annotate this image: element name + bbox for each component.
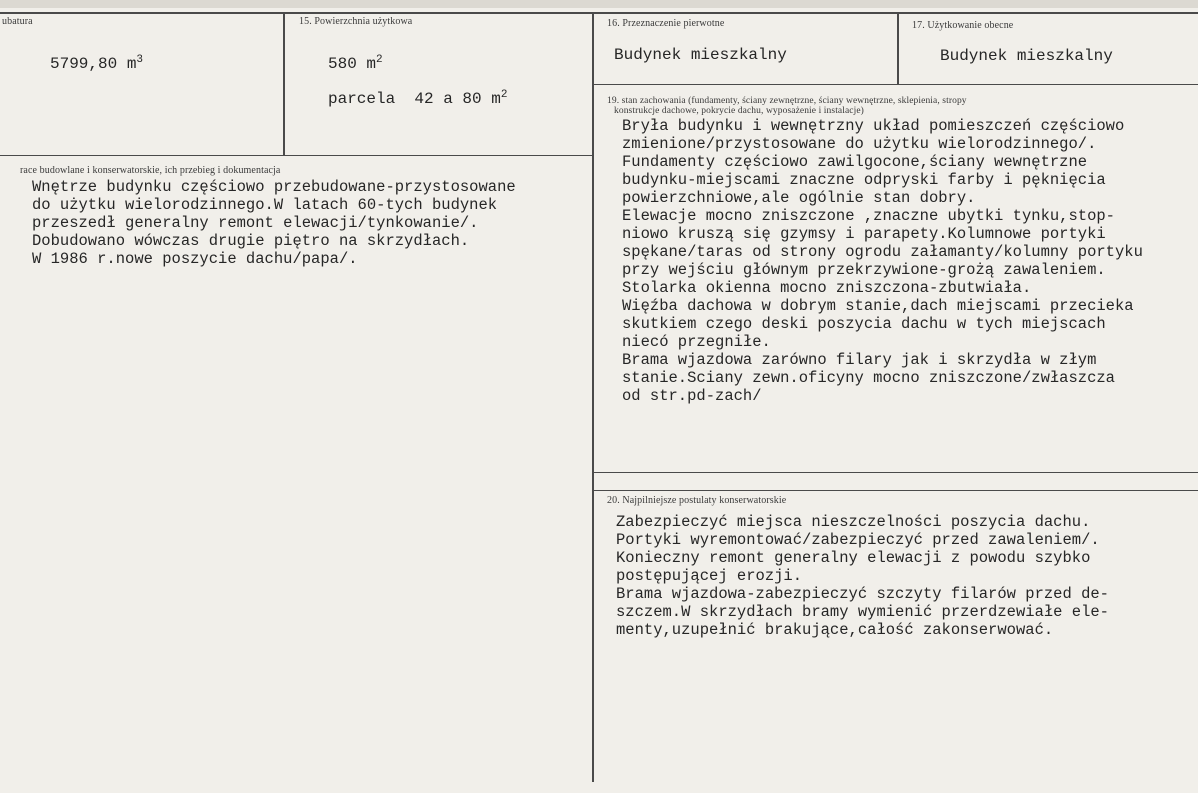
uzytkowanie-value: Budynek mieszkalny — [940, 47, 1113, 65]
top-edge — [0, 0, 1198, 8]
postulaty-line: Zabezpieczyć miejsca nieszczelności poszycia dachu. — [616, 513, 1091, 531]
stan-line: zmienione/przystosowane do użytku wielorodzinnego/. — [622, 135, 1097, 153]
postulaty-line: postępującej erozji. — [616, 567, 803, 585]
przeznaczenie-value: Budynek mieszkalny — [614, 46, 787, 64]
stan-text — [622, 117, 1143, 405]
stan-line: niecó przegniłe. — [622, 333, 771, 351]
prace-line: Wnętrze budynku częściowo przebudowane-przystosowane — [32, 178, 516, 196]
postulaty-line: menty,uzupełnić brakujące,całość zakonserwować. — [616, 621, 1054, 639]
parcela-text: parcela 42 a 80 m — [328, 90, 501, 108]
przeznaczenie-label: 16. Przeznaczenie pierwotne — [607, 18, 725, 29]
divider — [594, 84, 1198, 85]
stan-line: od str.pd-zach/ — [622, 387, 762, 405]
parcela-exponent: 2 — [500, 89, 508, 101]
kubatura-exponent: 3 — [136, 54, 144, 66]
stan-line: skutkiem czego deski poszycia dachu w tych miejscach — [622, 315, 1106, 333]
divider — [594, 472, 1198, 473]
stan-line: budynku-miejscami znaczne odpryski farby i pęknięcia — [622, 171, 1106, 189]
divider — [594, 490, 1198, 491]
stan-line: niowo kruszą się gzymsy i parapety.Kolumnowe portyki — [622, 225, 1106, 243]
prace-line: przeszedł generalny remont elewacji/tynkowanie/. — [32, 214, 479, 232]
parcela-value — [328, 90, 507, 108]
divider — [283, 12, 285, 155]
kubatura-number: 5799,80 m — [50, 55, 137, 73]
postulaty-label: 20. Najpilniejsze postulaty konserwatorskie — [607, 495, 787, 506]
prace-line: W 1986 r.nowe poszycie dachu/papa/. — [32, 250, 358, 268]
divider — [897, 12, 899, 84]
powierzchnia-label: 15. Powierzchnia użytkowa — [299, 16, 413, 27]
powierzchnia-exponent: 2 — [376, 54, 383, 66]
stan-line: Stolarka okienna mocno zniszczona-zbutwiała. — [622, 279, 1032, 297]
prace-line: Dobudowano wówczas drugie piętro na skrzydłach. — [32, 232, 470, 250]
divider — [592, 12, 594, 782]
stan-line: Więźba dachowa w dobrym stanie,dach miejscami przecieka — [622, 297, 1134, 315]
prace-text — [32, 178, 516, 268]
divider — [0, 12, 1198, 14]
prace-label: race budowlane i konserwatorskie, ich przebieg i dokumentacja — [20, 165, 281, 176]
postulaty-line: Konieczny remont generalny elewacji z powodu szybko — [616, 549, 1091, 567]
stan-line: Elewacje mocno zniszczone ,znaczne ubytki tynku,stop- — [622, 207, 1115, 225]
kubatura-label: ubatura — [2, 16, 33, 27]
powierzchnia-value — [328, 55, 383, 73]
stan-line: stanie.Sciany zewn.oficyny mocno zniszczone/zwłaszcza — [622, 369, 1115, 387]
stan-label-line1: 19. stan zachowania (fundamenty, ściany zewnętrzne, ściany wewnętrzne, sklepienia, stropy — [607, 96, 967, 106]
postulaty-line: szczem.W skrzydłach bramy wymienić przerdzewiałe ele- — [616, 603, 1109, 621]
powierzchnia-number: 580 m — [328, 55, 377, 73]
stan-line: Brama wjazdowa zarówno filary jak i skrzydła w złym — [622, 351, 1097, 369]
stan-line: Bryła budynku i wewnętrzny układ pomieszczeń częściowo — [622, 117, 1125, 135]
divider — [0, 155, 592, 156]
kubatura-value — [50, 55, 143, 73]
postulaty-line: Portyki wyremontować/zabezpieczyć przed zawaleniem/. — [616, 531, 1100, 549]
postulaty-text — [616, 513, 1109, 639]
stan-line: spękane/taras od strony ogrodu załamanty/kolumny portyku — [622, 243, 1143, 261]
stan-line: powierzchniowe,ale ogólnie stan dobry. — [622, 189, 976, 207]
uzytkowanie-label: 17. Użytkowanie obecne — [912, 20, 1014, 31]
stan-line: Fundamenty częściowo zawilgocone,ściany wewnętrzne — [622, 153, 1088, 171]
postulaty-line: Brama wjazdowa-zabezpieczyć szczyty filarów przed de- — [616, 585, 1109, 603]
stan-label-line2: konstrukcje dachowe, pokrycie dachu, wyposażenie i instalacje) — [614, 106, 864, 116]
stan-line: przy wejściu głównym przekrzywione-grożą zawaleniem. — [622, 261, 1106, 279]
prace-line: do użytku wielorodzinnego.W latach 60-tych budynek — [32, 196, 498, 214]
